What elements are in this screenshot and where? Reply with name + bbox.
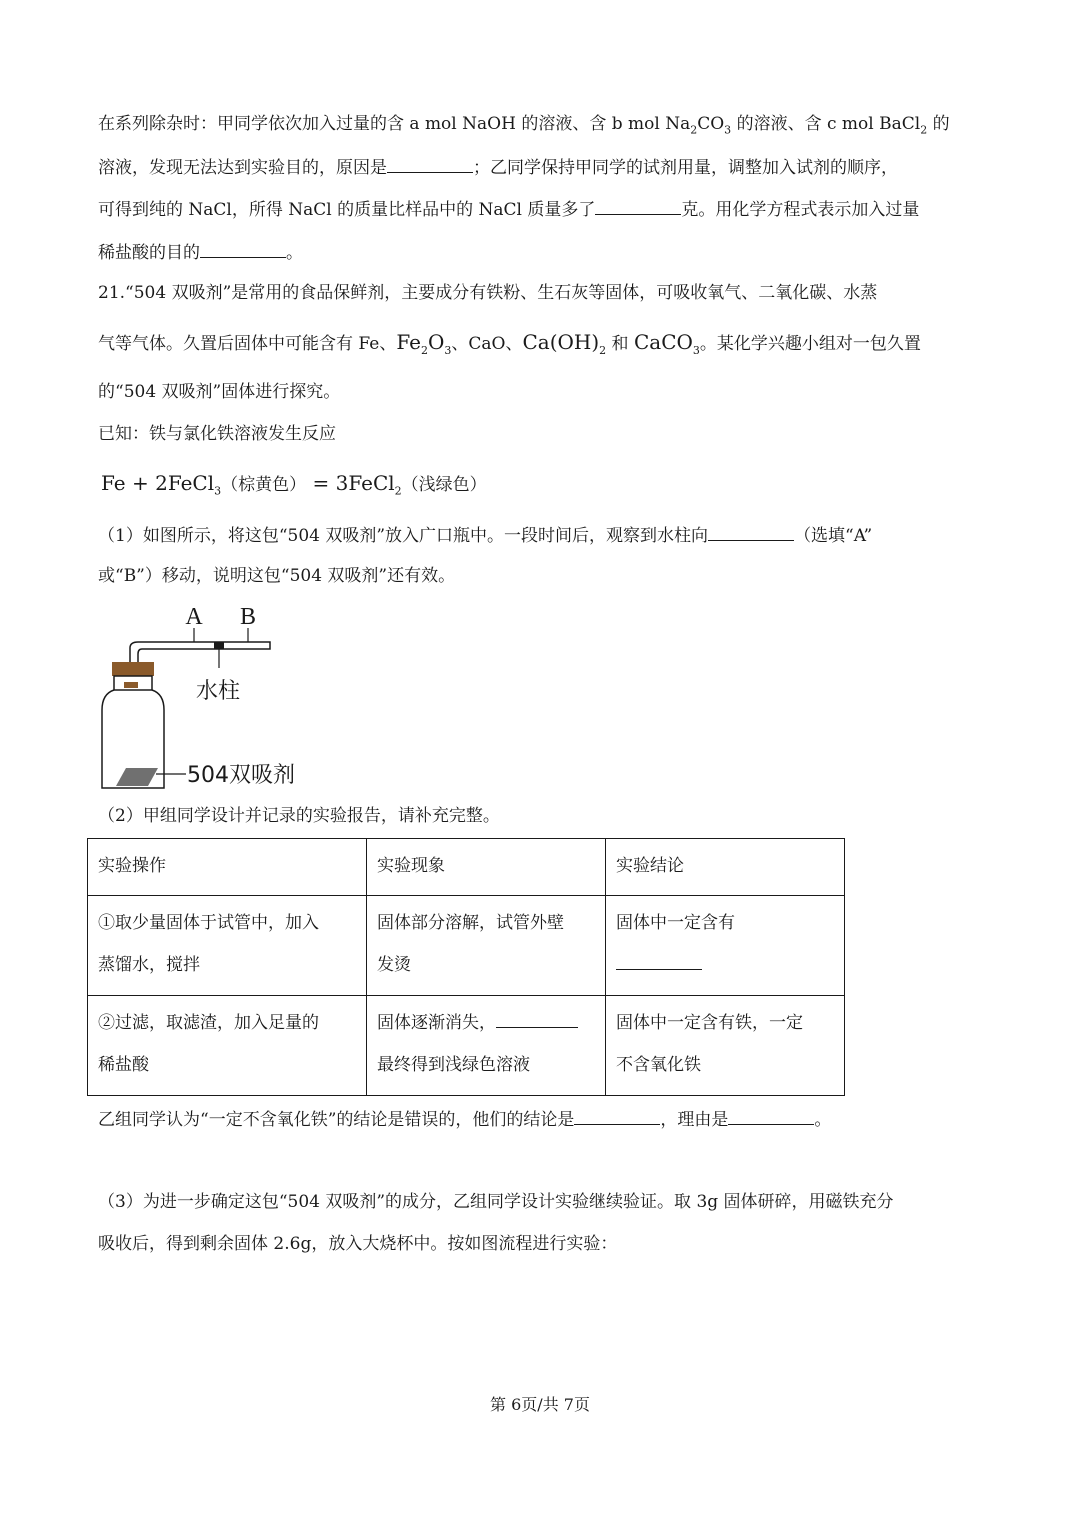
answer-blank[interactable] xyxy=(574,1106,660,1125)
experiment-report-table xyxy=(87,838,845,1096)
label-water-column: 水柱 xyxy=(196,679,241,704)
formula-caoh2: $Ca(OH)_2$ xyxy=(522,330,607,357)
row1-conclusion: 固体中一定含有 xyxy=(606,896,845,996)
sub2-followup: 乙组同学认为“一定不含氧化铁”的结论是错误的，他们的结论是 ，理由是 。 xyxy=(98,1106,831,1132)
q21-line-2: 气等气体。久置后固体中可能含有 Fe、$Fe_2O_3$、CaO、$Ca(OH)_2$ 和 CaCO$_3$。某化学兴趣小组对一包久置 xyxy=(98,330,921,357)
sub3-line-2: 吸收后，得到剩余固体 2.6g，放入大烧杯中。按如图流程进行实验： xyxy=(98,1234,618,1254)
header-conclusion: 实验结论 xyxy=(606,839,845,896)
known-text: 已知：铁与氯化铁溶液发生反应 xyxy=(98,424,336,444)
label-a: A xyxy=(185,604,203,630)
row1-phenomenon: 固体部分溶解，试管外壁 发烫 xyxy=(367,896,606,996)
apparatus-diagram xyxy=(98,598,338,798)
q21-line-3: 的“504 双吸剂”固体进行探究。 xyxy=(98,382,341,402)
absorbent-packet xyxy=(116,768,158,786)
q20-line-2: 溶液，发现无法达到实验目的，原因是 ；乙同学保持甲同学的试剂用量，调整加入试剂的顺序， xyxy=(98,154,898,180)
cork-stopper xyxy=(112,662,154,676)
table-row xyxy=(88,896,845,996)
row2-conclusion: 固体中一定含有铁，一定 不含氧化铁 xyxy=(606,996,845,1096)
sub3-line-1: （3）为进一步确定这包“504 双吸剂”的成分，乙组同学设计实验继续验证。取 3g 固体研碎，用磁铁充分 xyxy=(98,1192,894,1212)
glass-tube xyxy=(130,642,270,662)
page-footer: 第 6页/共 7页 xyxy=(490,1395,590,1414)
sub2-intro: （2）甲组同学设计并记录的实验报告，请补充完整。 xyxy=(98,806,500,826)
row1-operation: ①取少量固体于试管中，加入 蒸馏水，搅拌 xyxy=(88,896,367,996)
formula-caco3: CaCO$_3$ xyxy=(633,330,700,357)
q20-line-4: 稀盐酸的目的 。 xyxy=(98,239,303,265)
table-header-row xyxy=(88,839,845,896)
table-row xyxy=(88,996,845,1096)
formula-fe2o3: $Fe_2O_3$ xyxy=(396,330,452,357)
label-absorbent: 504双吸剂 xyxy=(187,763,295,788)
q21-line-1: 21.“504 双吸剂”是常用的食品保鲜剂，主要成分有铁粉、生石灰等固体，可吸收氧气、二氧化碳、水蒸 xyxy=(98,283,878,303)
answer-blank[interactable] xyxy=(496,1009,578,1028)
sub1-line-1: （1）如图所示，将这包“504 双吸剂”放入广口瓶中。一段时间后，观察到水柱向 （选填“A” xyxy=(98,522,872,548)
header-phenomenon: 实验现象 xyxy=(367,839,606,896)
answer-blank[interactable] xyxy=(728,1106,814,1125)
answer-blank[interactable] xyxy=(200,239,286,258)
row2-operation: ②过滤，取滤渣，加入足量的 稀盐酸 xyxy=(88,996,367,1096)
answer-blank[interactable] xyxy=(616,951,702,970)
water-column xyxy=(214,642,224,649)
answer-blank[interactable] xyxy=(595,196,681,215)
label-b: B xyxy=(239,604,257,630)
q20-line-3: 可得到纯的 NaCl，所得 NaCl 的质量比样品中的 NaCl 质量多了 克。用化学方程式表示加入过量 xyxy=(98,196,919,222)
reaction-equation: Fe + 2FeCl$_3$（棕黄色） = 3FeCl$_2$（浅绿色） xyxy=(101,471,487,498)
header-operation: 实验操作 xyxy=(88,839,367,896)
answer-blank[interactable] xyxy=(708,522,794,541)
answer-blank[interactable] xyxy=(387,154,473,173)
row2-phenomenon: 固体逐渐消失， 最终得到浅绿色溶液 xyxy=(367,996,606,1096)
sub1-line-2: 或“B”）移动，说明这包“504 双吸剂”还有效。 xyxy=(98,566,456,586)
cork-inner xyxy=(124,682,138,688)
q20-line-1: 在系列除杂时：甲同学依次加入过量的含 a mol NaOH 的溶液、含 b mol $Na_2CO_3$ 的溶液、含 c mol BaCl$_2$ 的 xyxy=(98,114,950,137)
